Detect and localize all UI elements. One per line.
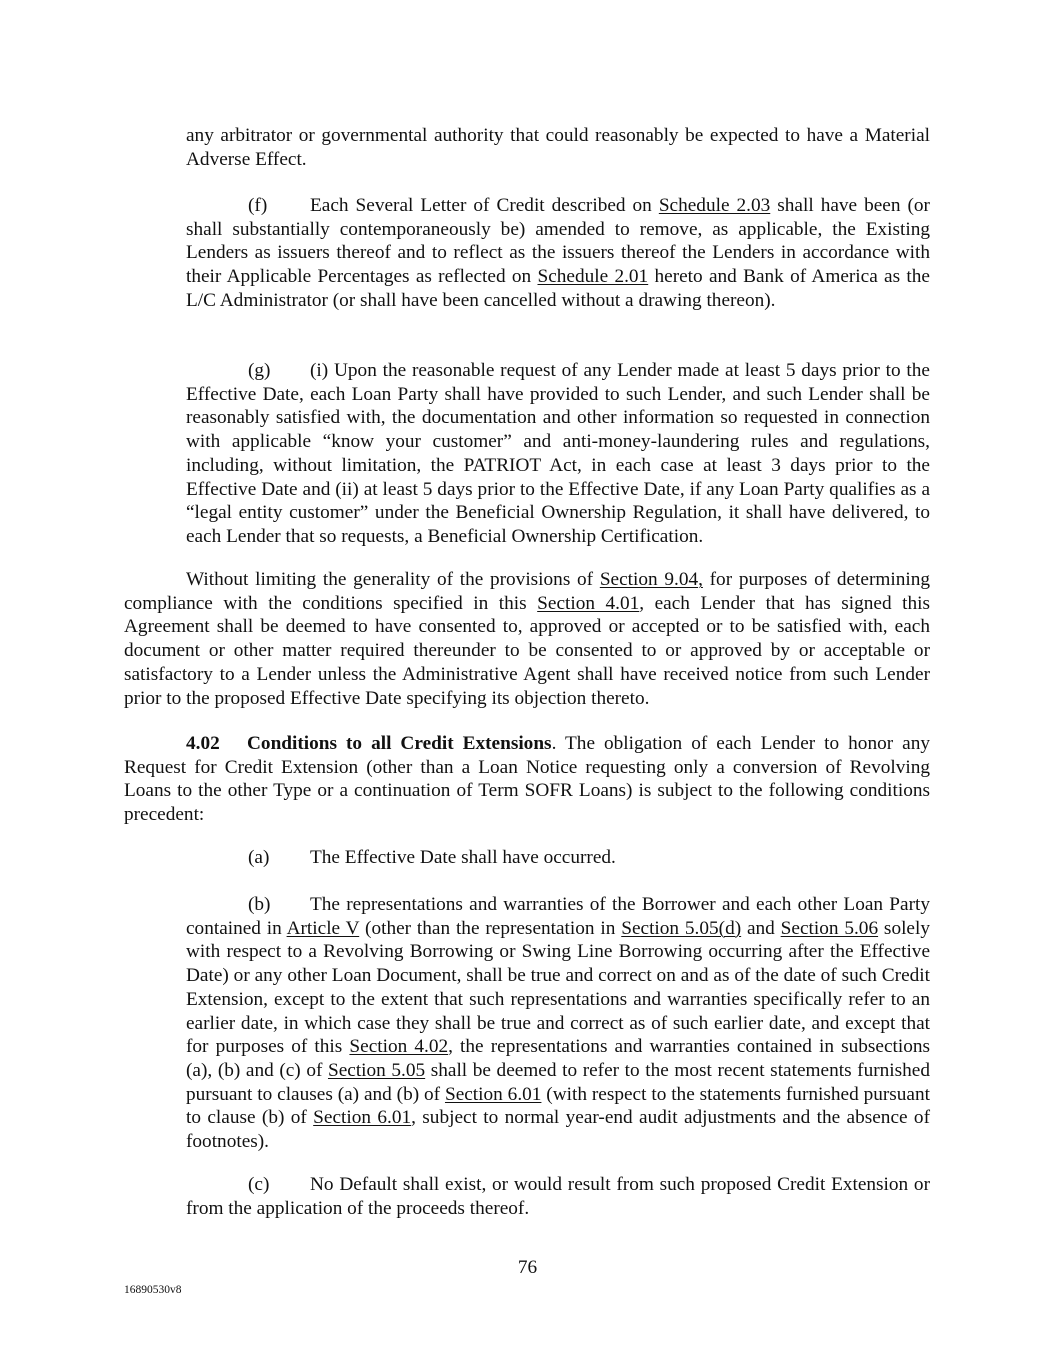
clause-label: (g): [248, 360, 271, 381]
section-4-02-ref: Section 4.02: [349, 1036, 449, 1058]
clause-label: (f): [248, 195, 268, 216]
clause-a: [186, 846, 930, 870]
section-5-06-ref: Section 5.06: [780, 917, 879, 939]
paragraph-text: No Default shall exist, or would result from such proposed Credit Extension or from the application of the proceeds thereof.: [186, 1174, 930, 1219]
section-5-05-ref: Section 5.05: [327, 1059, 426, 1081]
paragraph-text: any arbitrator or governmental authority that could reasonably be expected to have a Material Adverse Effect.: [186, 125, 930, 170]
section-4-01-ref: Section 4.01: [537, 592, 640, 614]
section-6-01-ref-2: Section 6.01: [313, 1107, 412, 1129]
schedule-2-03-ref: Schedule 2.03: [658, 195, 771, 216]
section-heading: Conditions to all Credit Extensions: [247, 733, 552, 754]
clause-f: (f) Each Several Letter of Credit described on Schedule 2.03 shall have been (or shall substantially contemporaneously be) amended to remove, as applicable, the Existing Lenders as issuers thereof and to reflect as the issuers thereof the Lenders in accordance with their Applicable Percentages as reflected on Schedule 2.01 hereto and Bank of America as the L/C Administrator (or shall have been cancelled without a drawing thereon).: [186, 195, 930, 311]
clause-b: (b) The representations and warranties of the Borrower and each other Loan Party contained in Article V (other than the representation in Section 5.05(d) and Section 5.06 solely with respect to a Revolving Borrowing or Swing Line Borrowing occurring after the Effective Date) or any other Loan Document, shall be true and correct on and as of the date of such Credit Extension, except to the extent that such representations and warranties specifically refer to an earlier date, in which case they shall be true and correct as of such earlier date, and except that for purposes of this Section 4.02, the representations and warranties contained in subsections (a), (b) and (c) of Section 5.05 shall be deemed to refer to the most recent statements furnished pursuant to clauses (a) and (b) of Section 6.01 (with respect to the statements furnished pursuant to clause (b) of Section 6.01, subject to normal year-end audit adjustments and the absence of footnotes).: [186, 894, 931, 1153]
page-number: 76: [517, 1257, 538, 1278]
section-4-02: [124, 732, 930, 827]
clause-label: (a): [248, 847, 270, 868]
paragraph-text: (i) Upon the reasonable request of any Lender made at least 5 days prior to the Effective Date, each Loan Party shall have provided to such Lender, and such Lender shall be reasonably satisfied with, the documentation and other information so requested in connection with applicable “know your customer” and anti-money-laundering rules and regulations, including, without limitation, the PATRIOT Act, in each case at least 3 days prior to the Effective Date and (ii) at least 5 days prior to the Effective Date, if any Loan Party qualifies as a “legal entity customer” under the Beneficial Ownership Regulation, it shall have delivered, to each Lender that so requests, a Beneficial Ownership Certification.: [186, 360, 930, 547]
paragraph-continuation: [186, 124, 930, 171]
clause-c: [186, 1173, 930, 1220]
section-9-04-ref: Section 9.04,: [599, 569, 703, 590]
paragraph-without-limiting: Without limiting the generality of the provisions of Section 9.04, for purposes of determining compliance with the conditions specified in this Section 4.01, each Lender that has signed this Agreement shall be deemed to have consented to, approved or accepted or to be satisfied with, each document or other matter required thereunder to be consented to or approved by or acceptable or satisfactory to a Lender unless the Administrative Agent shall have received notice from such Lender prior to the proposed Effective Date specifying its objection thereto.: [124, 569, 931, 709]
section-number: 4.02: [186, 733, 220, 754]
clause-g: [186, 359, 930, 549]
document-id: 16890530v8: [124, 1284, 182, 1296]
paragraph-text: . The obligation of each Lender to honor any Request for Credit Extension (other than a Loan Notice requesting only a conversion of Revolving Loans to the other Type or a continuation of Term SOFR Loans) is subject to the following conditions precedent:: [124, 733, 930, 826]
section-6-01-ref: Section 6.01: [444, 1083, 542, 1105]
article-v-ref: Article V: [286, 917, 360, 939]
clause-label: (c): [248, 1174, 270, 1195]
section-5-05d-ref: Section 5.05(d): [621, 917, 742, 939]
paragraph-text: The Effective Date shall have occurred.: [310, 847, 616, 868]
schedule-2-01-ref: Schedule 2.01: [537, 266, 649, 288]
clause-label: (b): [248, 894, 271, 915]
